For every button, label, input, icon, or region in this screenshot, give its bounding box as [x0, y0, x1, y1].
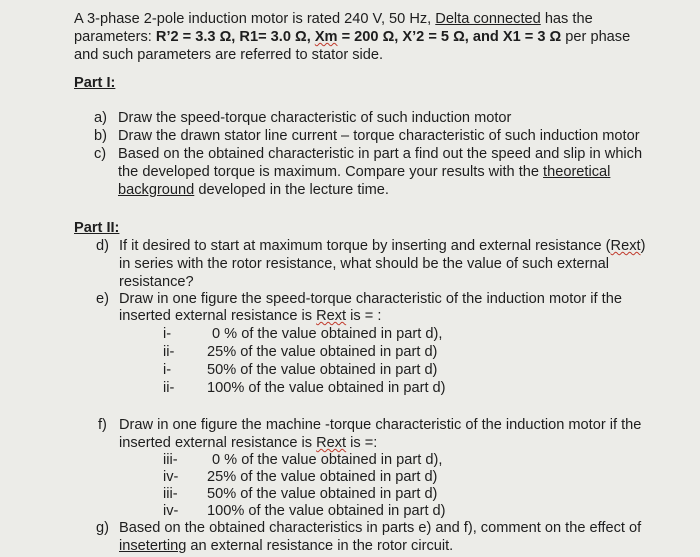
item-e-line-2	[119, 307, 381, 325]
item-d-text: If it desired to start at maximum torque by inserting and external resistance (	[119, 238, 611, 254]
intro-text: and such parameters are referred to stator side.	[74, 47, 384, 63]
rext-text: Rext	[316, 435, 347, 451]
item-f-line-2	[119, 434, 377, 452]
item-c-line-2	[118, 163, 610, 181]
part-2-title: Part II:	[74, 220, 120, 236]
item-d-line-1	[119, 237, 645, 255]
intro-line-2	[74, 28, 630, 46]
e-subitem-label: ii-	[163, 344, 175, 360]
f-subitem-label: iv-	[163, 503, 179, 519]
f-subitem-label: iii-	[163, 452, 178, 468]
e-subitem-text: 100% of the value obtained in part d)	[207, 380, 446, 396]
item-f-label: f)	[98, 417, 107, 433]
parameters-text: R’2 = 3.3 Ω, R1= 3.0 Ω,	[155, 29, 315, 45]
delta-connected-text: Delta connected	[435, 11, 541, 27]
f-subitem-label: iv-	[163, 469, 179, 485]
intro-text: A 3-phase 2-pole induction motor is rated 240 V, 50 Hz,	[74, 11, 436, 27]
item-d-line-2: in series with the rotor resistance, what should be the value of such external	[119, 256, 609, 272]
item-b-label: b)	[94, 128, 107, 144]
item-e-line-1: Draw in one figure the speed-torque characteristic of the induction motor if the	[119, 291, 622, 307]
background-link-text: background	[118, 182, 195, 198]
intro-text: has the	[540, 11, 593, 27]
item-f-text: is =:	[346, 435, 378, 451]
e-subitem-label: ii-	[163, 380, 175, 396]
intro-text: parameters:	[74, 29, 156, 45]
theoretical-link-text: theoretical	[543, 164, 611, 180]
item-d-text: )	[640, 238, 646, 254]
item-g-text: an external resistance in the rotor circuit.	[186, 538, 454, 554]
item-c-text: developed in the lecture time.	[194, 182, 389, 198]
item-f-text: inserted external resistance is	[119, 435, 317, 451]
e-subitem-label: i-	[163, 362, 172, 378]
e-subitem-text: 25% of the value obtained in part d)	[207, 344, 438, 360]
part-1-title: Part I:	[74, 75, 116, 91]
f-subitem-text: 50% of the value obtained in part d)	[207, 486, 438, 502]
item-a-text: Draw the speed-torque characteristic of such induction motor	[118, 110, 512, 126]
e-subitem-label: i-	[163, 326, 172, 342]
item-c-label: c)	[94, 146, 107, 162]
parameters-text: = 200 Ω, X’2 = 5 Ω, and X1 = 3 Ω	[337, 29, 562, 45]
item-d-line-3: resistance?	[119, 274, 194, 290]
item-e-text: is = :	[346, 308, 382, 324]
intro-text: per phase	[561, 29, 631, 45]
item-g-line-2	[119, 537, 453, 555]
f-subitem-label: iii-	[163, 486, 178, 502]
e-subitem-text: 0 % of the value obtained in part d),	[212, 326, 443, 342]
item-a-label: a)	[94, 110, 107, 126]
item-c-line-3	[118, 181, 389, 199]
item-c-text: the developed torque is maximum. Compare your results with the	[118, 164, 544, 180]
f-subitem-text: 100% of the value obtained in part d)	[207, 503, 446, 519]
e-subitem-text: 50% of the value obtained in part d)	[207, 362, 438, 378]
xm-text: Xm	[314, 29, 338, 45]
inseterting-text: inseterting	[119, 538, 187, 554]
item-e-label: e)	[96, 291, 109, 307]
item-e-text: inserted external resistance is	[119, 308, 317, 324]
intro-line-1	[74, 10, 593, 28]
item-f-line-1: Draw in one figure the machine -torque characteristic of the induction motor if the	[119, 417, 642, 433]
rext-text: Rext	[316, 308, 347, 324]
item-g-line-1: Based on the obtained characteristics in parts e) and f), comment on the effect of	[119, 520, 642, 536]
item-g-label: g)	[96, 520, 109, 536]
item-d-label: d)	[96, 238, 109, 254]
f-subitem-text: 0 % of the value obtained in part d),	[212, 452, 443, 468]
intro-line-3	[74, 46, 383, 64]
item-c-line-1: Based on the obtained characteristic in part a find out the speed and slip in which	[118, 146, 643, 162]
item-b-text: Draw the drawn stator line current – torque characteristic of such induction motor	[118, 128, 640, 144]
f-subitem-text: 25% of the value obtained in part d)	[207, 469, 438, 485]
rext-text: Rext	[610, 238, 641, 254]
